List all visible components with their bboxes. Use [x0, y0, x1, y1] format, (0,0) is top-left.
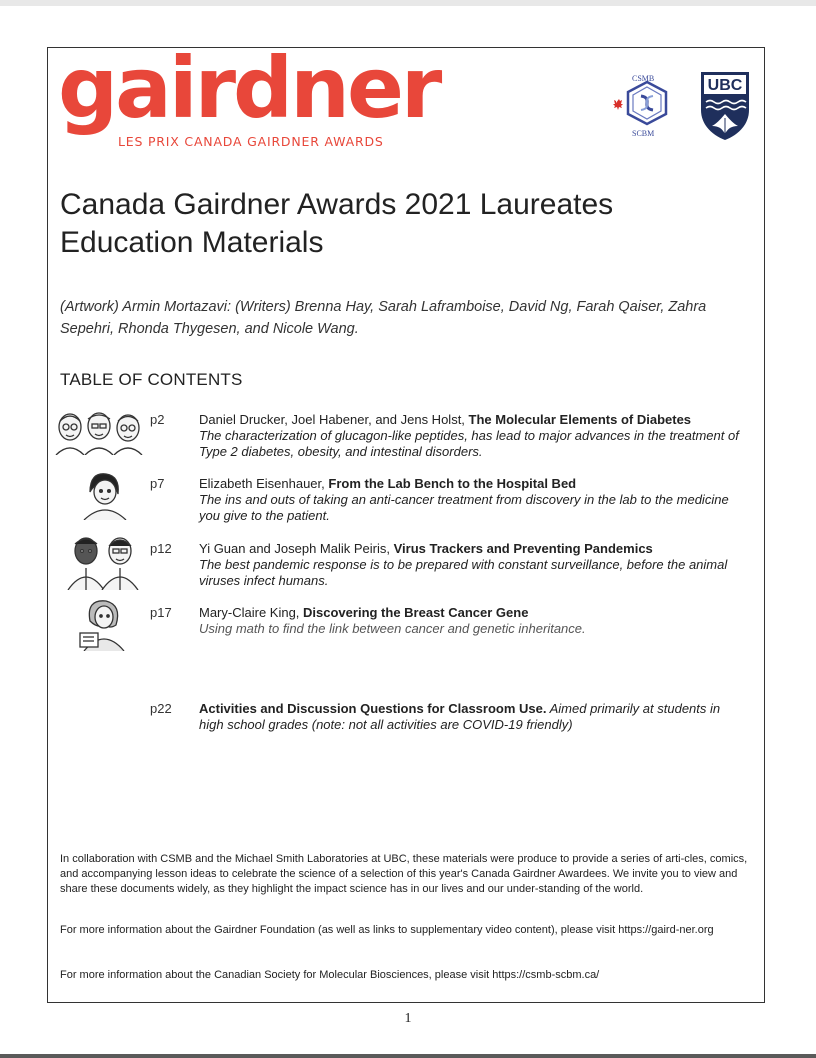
toc-page-number: p12	[150, 541, 172, 556]
toc-authors: Mary-Claire King,	[199, 605, 304, 620]
toc-title: Virus Trackers and Preventing Pandemics	[393, 541, 653, 556]
page-title	[60, 186, 740, 262]
credits-artwork-label: (Artwork) Armin Mortazavi: (Writers)	[60, 299, 291, 315]
footer-csmb-info: For more information about the Canadian Society for Molecular Biosciences, please visit https://csmb-scbm.ca/	[60, 969, 600, 981]
title-line-1: Canada Gairdner Awards 2021 Laureates	[60, 188, 614, 221]
laureate-eisenhauer-illustration	[80, 470, 130, 520]
toc-page-number: p2	[150, 412, 165, 427]
toc-authors: Yi Guan and Joseph Malik Peiris,	[199, 541, 394, 556]
gairdner-logo-subtitle: LES PRIX CANADA GAIRDNER AWARDS	[118, 134, 384, 149]
toc-heading: TABLE OF CONTENTS	[60, 370, 243, 389]
credits-writers: Brenna Hay, Sarah Laframboise, David Ng, Farah Qaiser, Zahra Sepehri, Rhonda Thygesen, and Nicole Wang.	[60, 299, 707, 337]
viewer-top-bar	[0, 0, 816, 6]
toc-page-number: p7	[150, 476, 165, 491]
toc-title: Discovering the Breast Cancer Gene	[303, 605, 529, 620]
gairdner-logo-wordmark: gairdner	[58, 39, 440, 137]
laureates-guan-peiris-illustration	[66, 534, 144, 590]
csmb-logo-top-text: CSMB	[632, 74, 655, 83]
toc-description: The characterization of glucagon-like peptides, has lead to major advances in the treatment of Type 2 diabetes, obesity, and intestinal disorders.	[199, 428, 739, 459]
csmb-logo	[610, 70, 684, 140]
toc-page-number: p17	[150, 605, 172, 620]
ubc-logo-text: UBC	[707, 77, 743, 94]
footer-collaboration-text: In collaboration with CSMB and the Michael Smith Laboratories at UBC, these materials were produce to provide a series of arti-cles, comics, and accompanying lesson ideas to celebrate the science of a selection of this year's Canada Gairdner Awardees. We invite you to view and share these documents widely, as they highlight the impact science has in our lives and our under-standing of the world.	[60, 853, 748, 895]
toc-authors: Daniel Drucker, Joel Habener, and Jens Holst,	[199, 412, 469, 427]
viewer-bottom-bar	[0, 1054, 816, 1058]
laureate-king-illustration	[78, 597, 128, 651]
title-line-2: Education Materials	[60, 226, 324, 259]
credits	[60, 296, 750, 340]
toc-page-number: p22	[150, 701, 172, 716]
activities-title: Activities and Discussion Questions for Classroom Use.	[199, 701, 547, 716]
toc-description: Using math to find the link between cancer and genetic inheritance.	[199, 621, 586, 636]
laureates-drucker-habener-holst-illustration	[52, 409, 146, 455]
footer-gairdner-info: For more information about the Gairdner Foundation (as well as links to supplementary video content), please visit https://gaird-ner.org	[60, 924, 714, 936]
toc-description: The best pandemic response is to be prepared with constant surveillance, before the animal viruses infect humans.	[199, 557, 728, 588]
toc-title: From the Lab Bench to the Hospital Bed	[328, 476, 577, 491]
toc-authors: Elizabeth Eisenhauer,	[199, 476, 329, 491]
toc-description: The ins and outs of taking an anti-cancer treatment from discovery in the lab to the medicine you give to the patient.	[199, 492, 729, 523]
activities-description: Aimed primarily at students in high school grades (note: not all activities are COVID-19 friendly)	[199, 701, 721, 732]
csmb-logo-bottom-text: SCBM	[632, 129, 655, 138]
page-number: 1	[404, 1011, 412, 1026]
toc-title: The Molecular Elements of Diabetes	[468, 412, 692, 427]
ubc-logo	[698, 70, 752, 142]
